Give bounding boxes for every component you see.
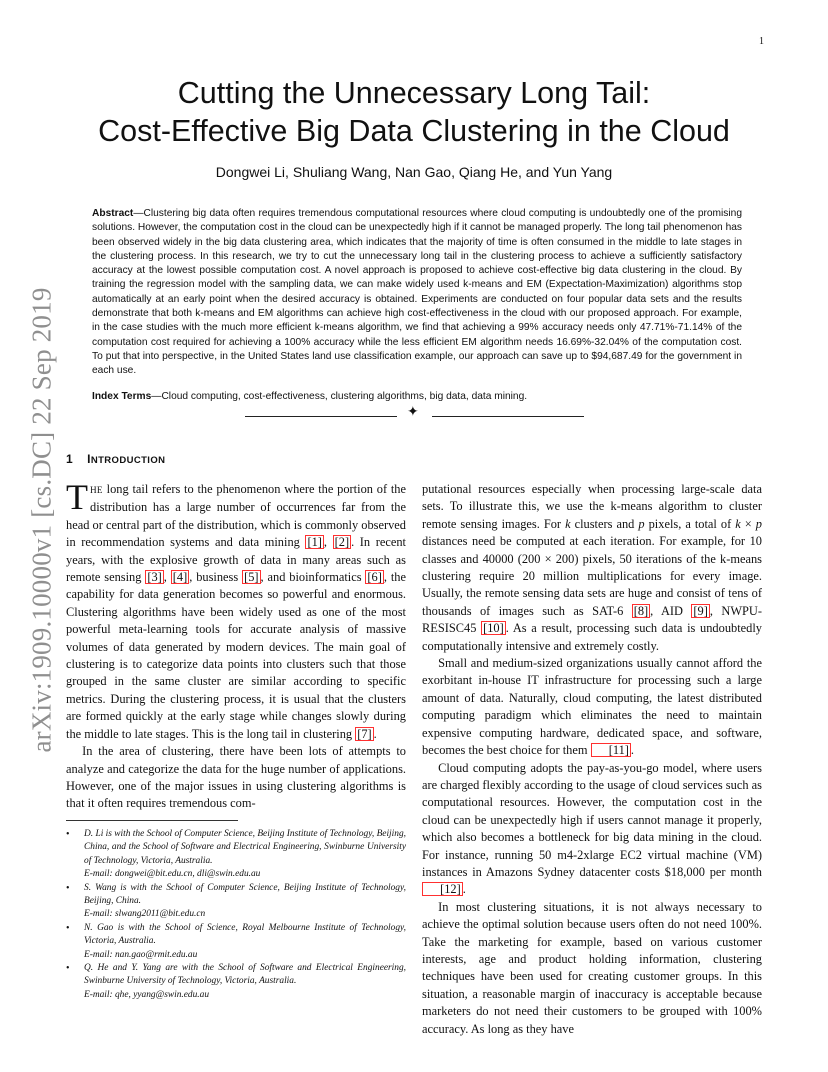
- section-number: 1: [66, 452, 74, 466]
- math-variable: p: [638, 516, 645, 531]
- drop-cap: T: [66, 477, 88, 517]
- math-variable: k: [565, 516, 571, 531]
- author-list: Dongwei Li, Shuliang Wang, Nan Gao, Qiang He, and Yun Yang: [215, 164, 613, 180]
- citation-link[interactable]: [10]: [483, 621, 504, 636]
- footnote-rule: [66, 820, 238, 821]
- footnote-item: [66, 882, 406, 922]
- citation-link[interactable]: [7]: [357, 726, 372, 741]
- small-caps-word: HE: [90, 485, 103, 495]
- citation-link[interactable]: [12]: [422, 882, 463, 896]
- text-run: .: [630, 743, 634, 758]
- title-line-1: Cutting the Unnecessary Long Tail:: [177, 76, 651, 110]
- index-terms-label: Index Terms: [92, 391, 152, 402]
- footnote-affiliation: • Q. He and Y. Yang are with the School of Software and Electrical Engineering, Swinburne University of Technology, Victoria, Australia.: [84, 963, 406, 987]
- paragraph: [422, 481, 762, 655]
- text-run: .: [373, 726, 377, 741]
- abstract-text: —Clustering big data often requires tremendous computational resources where cloud computing is undoubtedly one of the promising solutions. However, the computation cost in the cloud can be unexpectedly high if it cannot be managed properly. The long tail phenomenon has been observed widely in the big data clustering area, which indicates that the majority of time is often consumed in the middle to late stages in the clustering process. In this research, we try to cut the unnecessary long tail in the clustering process to achieve a sufficiently satisfactory accuracy at the lowest possible computation cost. A novel approach is proposed to achieve cost-effective big data clustering in the cloud. By training the regression model with the sampling data, we can make widely used k-means and EM (Expectation-Maximization) algorithms stop automatically at an early point when the desired accuracy is obtained. Experiments are conducted on four popular data sets and the results demonstrate that both k-means and EM algorithms can achieve high cost-effectiveness in the cloud with our proposed approach. For example, in the case studies with the much more efficient k-means algorithm, we find that achieving a 99% accuracy needs only 47.71%-71.14% of the computation cost required for achieving a 100% accuracy while the less efficient EM algorithm needs 16.69%-32.04% of the computation cost. To put that into perspective, in the United States land use classification example, our approach can save up to $94,687.49 for the government in each use.: [92, 208, 742, 377]
- paper-title: [0, 74, 828, 150]
- body-column-right: [422, 481, 762, 1038]
- author-affiliation-footnotes: [66, 828, 406, 1002]
- separator-line-right: [432, 416, 584, 417]
- text-run: , and bioinformatics: [260, 570, 366, 585]
- section-title-initial: I: [87, 452, 91, 466]
- citation-link[interactable]: [9]: [693, 603, 708, 618]
- text-run: .: [462, 882, 466, 897]
- footnote-affiliation: • D. Li is with the School of Computer Science, Beijing Institute of Technology, Beijing, China, and the School of Software and Electrical Engineering, Swinburne University of Technology, Victoria, Australia.: [84, 829, 406, 866]
- citation-link[interactable]: [1]: [307, 535, 322, 550]
- arxiv-stamp: arXiv:1909.10000v1 [cs.DC] 22 Sep 2019: [26, 287, 57, 753]
- footnote-email: E-mail: nan.gao@rmit.edu.au: [84, 949, 198, 960]
- footnote-item: [66, 828, 406, 882]
- text-run: , NWPU-RESISC45: [422, 603, 762, 636]
- page-number: 1: [759, 36, 764, 47]
- paragraph: [422, 655, 762, 759]
- text-run: , business: [189, 570, 243, 585]
- footnote-email: E-mail: qhe, yyang@swin.edu.au: [84, 989, 210, 1000]
- text-run: ×: [740, 516, 756, 531]
- text-run: ,: [163, 570, 171, 585]
- citation-link[interactable]: [4]: [172, 570, 188, 585]
- text-run: distances need be computed at each iteration. For example, for 10 classes and 40000 (200 × 200) pixels, 50 iterations of the k-means clustering require 20 million multiplications for every image. Usually, the remote sensing data sets are huge and consist of tens of thousands of images such as SAT-6: [422, 534, 762, 618]
- math-variable: k: [735, 516, 741, 531]
- index-terms-text: —Cloud computing, cost-effectiveness, clustering algorithms, big data, data mining.: [151, 391, 528, 402]
- text-run: pixels, a total of: [644, 516, 736, 531]
- footnote-item: [66, 962, 406, 1002]
- text-run: Cloud computing adopts the pay-as-you-go model, where users are charged flexibly according to the usage of cloud services such as computational resources. However, the computation cost in the cloud can be unexpectedly high if users cannot manage it properly, which also becomes a bottleneck for big data mining in the cloud. For instance, running 50 m4-2xlarge EC2 virtual machine (VM) instances in Amazons Sydney datacenter costs $18,000 per month: [422, 760, 762, 879]
- citation-link[interactable]: [8]: [633, 603, 649, 618]
- text-run: clusters and: [570, 516, 639, 531]
- text-run: , AID: [650, 603, 692, 618]
- text-run: , the capability for data generation becomes so powerful and enormous. Clustering algorithms have been widely used as one of the most powerful meta-learning tools for accurate analysis of massive volumes of data generated by modern devices. The main goal of clustering is to categorize data points into clusters such that those grouped in the same cluster are similar according to specific metrics. During the clustering process, it is usual that the clusters are formed quickly at the early stage while changes slowly during the middle to late stages. This is the long tail in clustering: [66, 570, 406, 741]
- paragraph: In most clustering situations, it is not always necessary to achieve the optimal solution because users often do not need 100%. Take the marketing for example, based on various customer interests, age and product holding information, clustering techniques have been used for creating customer groups. In this situation, a reasonable margin of inaccuracy is acceptable because marketers do not need their customers to be grouped with 100% accuracy. As long as they have: [422, 899, 762, 1036]
- title-line-2: Cost-Effective Big Data Clustering in the Cloud: [98, 114, 730, 148]
- text-run: Small and medium-sized organizations usually cannot afford the exorbitant in-house IT infrastructure for processing such a large amount of data. Naturally, cloud computing, the latest distributed computing paradigm which eliminates the need to maintain expensive computing hardware, dedicated space, and software, becomes the best choice for them: [422, 656, 762, 758]
- text-run: . As a result, processing such data is undoubtedly computationally intensive and extremely costly.: [422, 621, 762, 653]
- text-run: ,: [323, 535, 333, 550]
- math-variable: p: [755, 516, 762, 531]
- text-run: putational resources especially when processing large-scale data sets. To illustrate this, we use the k-means algorithm to cluster remote sensing images. For: [422, 482, 762, 531]
- text-run: . In recent years, with the explosive growth of data in many areas such as remote sensing: [66, 535, 406, 585]
- citation-link[interactable]: [6]: [367, 570, 382, 585]
- footnote-email: E-mail: slwang2011@bit.edu.cn: [84, 909, 206, 920]
- index-terms: [92, 390, 742, 404]
- body-column-left: [66, 477, 406, 813]
- separator-line-left: [245, 416, 397, 417]
- citation-link[interactable]: [5]: [244, 570, 259, 585]
- paragraph: [66, 477, 406, 743]
- abstract-label: Abstract: [92, 208, 134, 219]
- citation-link[interactable]: [2]: [334, 535, 350, 550]
- citation-link[interactable]: [11]: [591, 743, 631, 757]
- footnote-affiliation: • S. Wang is with the School of Computer Science, Beijing Institute of Technology, Beijing, China.: [84, 882, 406, 907]
- citation-link[interactable]: [3]: [147, 570, 162, 585]
- paragraph: In the area of clustering, there have been lots of attempts to analyze and categorize the data for the huge number of applications. However, one of the major issues in using clustering algorithms is that it often requires tremendous com-: [66, 744, 406, 811]
- footnote-item: [66, 922, 406, 962]
- paragraph: [422, 760, 762, 899]
- abstract: [92, 207, 742, 379]
- separator-diamond-icon: ✦: [407, 405, 419, 420]
- text-run: long tail refers to the phenomenon where the portion of the distribution has a large number of occurrences far from the head or central part of the distribution, which is commonly observed in recommendation systems and data mining: [66, 482, 406, 550]
- section-heading: [66, 452, 165, 466]
- section-title-rest: NTRODUCTION: [90, 455, 166, 466]
- footnote-affiliation: • N. Gao is with the School of Science, Royal Melbourne Institute of Technology, Victoria, Australia.: [84, 922, 406, 947]
- footnote-email: E-mail: dongwei@bit.edu.cn, dli@swin.edu.au: [84, 869, 261, 880]
